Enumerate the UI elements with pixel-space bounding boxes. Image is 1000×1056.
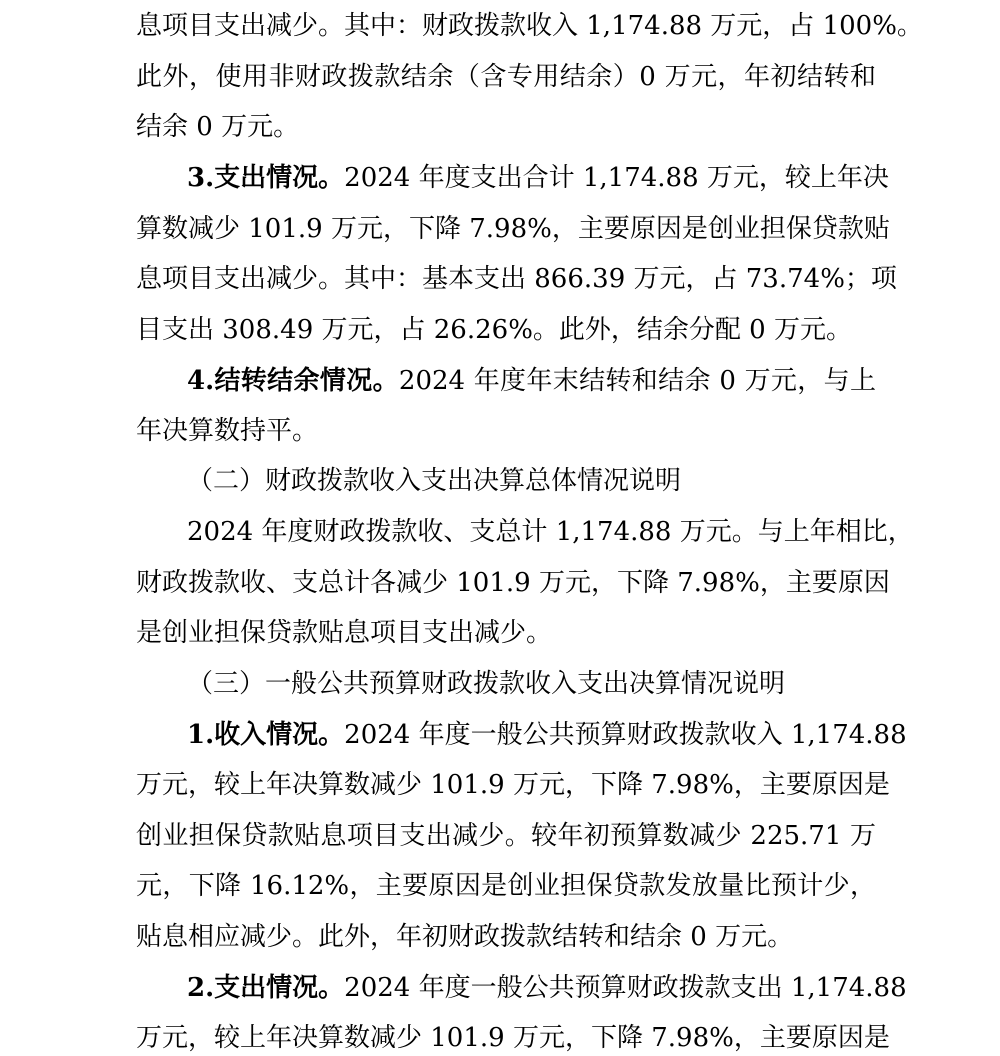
paragraph-expenditure-first-line	[187, 161, 889, 195]
text-line-18: 元，下降 16.12%，主要原因是创业担保贷款发放量比预计少，	[136, 871, 876, 901]
text-line-11: 2024 年度财政拨款收、支总计 1,174.88 万元。与上年相比，	[187, 517, 914, 547]
text-line-20: 2024 年度一般公共预算财政拨款支出 1,174.88	[344, 973, 907, 1003]
paragraph-income-first-line	[187, 718, 907, 752]
text-line-13: 是创业担保贷款贴息项目支出减少。	[136, 618, 553, 648]
text-line-12: 财政拨款收、支总计各减少 101.9 万元，下降 7.98%，主要原因	[136, 568, 890, 598]
text-line-2: 此外，使用非财政拨款结余（含专用结余）0 万元，年初结转和	[136, 62, 876, 92]
text-line-16: 万元，较上年决算数减少 101.9 万元，下降 7.98%，主要原因是	[136, 770, 890, 800]
text-line-9: 年决算数持平。	[136, 416, 319, 446]
text-line-4: 2024 年度支出合计 1,174.88 万元，较上年决	[344, 163, 889, 193]
text-line-15: 2024 年度一般公共预算财政拨款收入 1,174.88	[344, 720, 907, 750]
text-line-7: 目支出 308.49 万元，占 26.26%。此外，结余分配 0 万元。	[136, 315, 852, 345]
text-line-6: 息项目支出减少。其中：基本支出 866.39 万元，占 73.74%；项	[136, 264, 897, 294]
section-heading-3: （三）一般公共预算财政拨款收入支出决算情况说明	[187, 669, 786, 699]
paragraph-balance-first-line	[187, 364, 876, 398]
section-heading-2: （二）财政拨款收入支出决算总体情况说明	[187, 466, 682, 496]
text-line-5: 算数减少 101.9 万元，下降 7.98%，主要原因是创业担保贷款贴	[136, 214, 890, 244]
heading-expenditure: 3.支出情况。	[187, 163, 345, 193]
text-line-17: 创业担保贷款贴息项目支出减少。较年初预算数减少 225.71 万	[136, 821, 876, 851]
heading-gp-expenditure: 2.支出情况。	[187, 973, 345, 1003]
heading-balance: 4.结转结余情况。	[187, 366, 399, 396]
text-line-1: 息项目支出减少。其中：财政拨款收入 1,174.88 万元，占 100%。	[136, 11, 923, 41]
text-line-21: 万元，较上年决算数减少 101.9 万元，下降 7.98%，主要原因是	[136, 1023, 890, 1053]
text-line-8: 2024 年度年末结转和结余 0 万元，与上	[398, 366, 876, 396]
heading-income: 1.收入情况。	[187, 720, 345, 750]
paragraph-gp-expenditure-first-line	[187, 971, 907, 1005]
text-line-3: 结余 0 万元。	[136, 112, 300, 142]
text-line-19: 贴息相应减少。此外，年初财政拨款结转和结余 0 万元。	[136, 922, 794, 952]
